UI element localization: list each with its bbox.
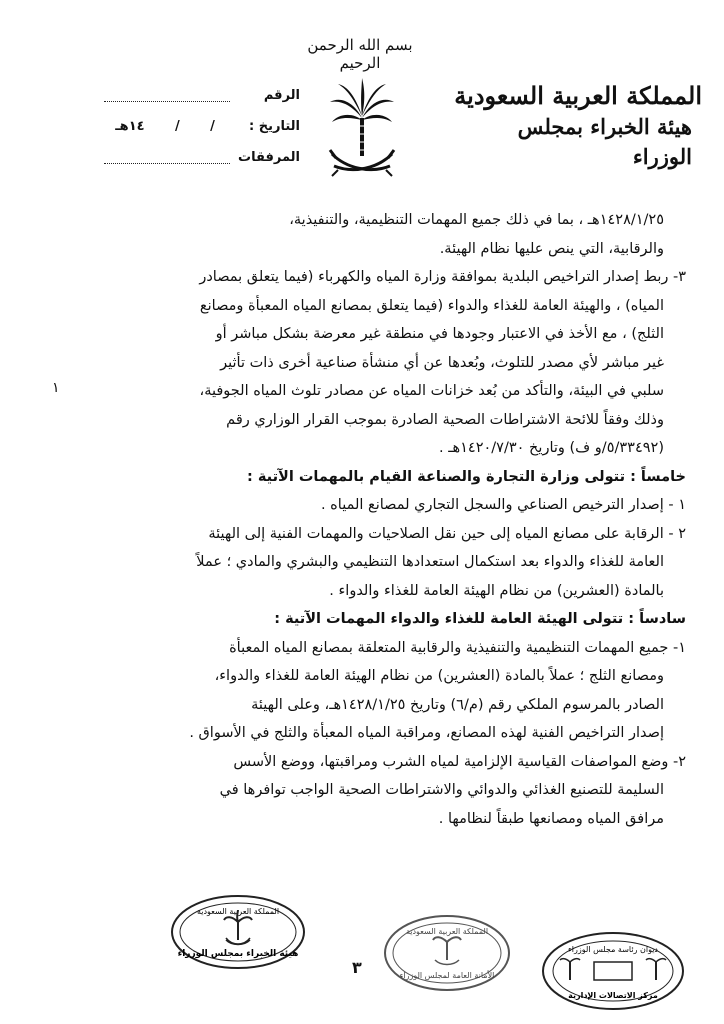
body-line: المياه) ، والهيئة العامة للغذاء والدواء (فيما يتعلق بمصانع المياه المعبأة ومصانع bbox=[199, 297, 664, 314]
stamp-middle-line1: المملكة العربية السعودية bbox=[405, 927, 489, 936]
body-line: ومصانع الثلج ؛ عملاً بالمادة (العشرين) من نظام الهيئة العامة للغذاء والدواء، bbox=[214, 668, 664, 684]
body-line: سلبي في البيئة، والتأكد من بُعد خزانات المياه عن مصادر تلوث المياه الجوفية، bbox=[199, 383, 664, 399]
body-line: ١- جميع المهمات التنظيمية والتنفيذية والرقابية المتعلقة بمصانع المياه المعبأة bbox=[229, 639, 686, 656]
date-row bbox=[100, 111, 300, 142]
side-marker: ١ bbox=[52, 380, 60, 396]
org-agency: هيئة الخبراء بمجلس الوزراء bbox=[517, 114, 692, 169]
org-country: المملكة العربية السعودية bbox=[454, 81, 702, 110]
stamp-emblem-icon bbox=[560, 959, 666, 980]
body-line: ٢ - الرقابة على مصانع المياه إلى حين نقل الصلاحيات والمهمات الفنية إلى الهيئة bbox=[208, 525, 686, 542]
date-sep: / bbox=[174, 119, 180, 134]
stamp-right-line2: مركز الاتصالات الإدارية bbox=[568, 991, 658, 1000]
date-sep: / bbox=[210, 119, 215, 134]
body-line: مرافق المياه ومصانعها طبقاً لنظامها . bbox=[438, 810, 664, 827]
reference-label: الرقم bbox=[263, 88, 300, 103]
body-line: السليمة للتصنيع الغذائي والدوائي والاشتراطات الصحية الواجب توافرها في bbox=[219, 782, 664, 798]
body-line: (٥/٣٣٤٩٢/و ف) وتاريخ ١٤٢٠/٧/٣٠هـ . bbox=[439, 440, 664, 456]
body-line: بالمادة (العشرين) من نظام الهيئة العامة للغذاء والدواء . bbox=[329, 582, 664, 599]
body-line: ٢- وضع المواصفات القياسية الإلزامية لمياه الشرب ومراقبتها، ووضع الأسس bbox=[233, 753, 686, 770]
body-line: العامة للغذاء والدواء بعد استكمال استعدادها التنظيمي والبشري والمادي ؛ عملاً bbox=[196, 554, 664, 570]
reference-dotted-line bbox=[104, 89, 230, 102]
body-line: إصدار التراخيص الفنية لهذه المصانع، ومراقبة المياه المعبأة والثلج في الأسواق . bbox=[189, 725, 664, 741]
attachments-row bbox=[100, 142, 300, 173]
reference-number-row bbox=[100, 80, 300, 111]
basmala: بسم الله الرحمن الرحيم bbox=[307, 36, 413, 72]
body-line: الثلج) ، مع الأخذ في الاعتبار وجودها في منطقة غير معرضة بشكل مباشر أو bbox=[215, 326, 664, 342]
stamp-left-line2: هيئة الخبراء بمجلس الوزراء bbox=[177, 949, 299, 959]
stamp-right bbox=[538, 928, 688, 1014]
body-line: ١ - إصدار الترخيص الصناعي والسجل التجاري لمصانع المياه . bbox=[320, 497, 686, 513]
stamp-left-line1: المملكة العربية السعودية bbox=[196, 907, 280, 916]
document-body bbox=[34, 206, 686, 833]
stamp-middle-line2: الأمانة العامة لمجلس الوزراء bbox=[399, 971, 495, 980]
body-line: غير مباشر لأي مصدر للتلوث، وبُعدها عن أي منشأة صناعية أخرى ذات تأثير bbox=[220, 354, 664, 371]
attachments-label: المرفقات bbox=[238, 150, 300, 165]
section-heading: خامساً : تتولى وزارة التجارة والصناعة القيام بالمهمات الآتية : bbox=[247, 468, 686, 485]
stamp-right-line1: ديوان رئاسة مجلس الوزراء bbox=[568, 945, 658, 954]
organization-name bbox=[452, 80, 702, 172]
body-line: وذلك وفقاً للائحة الاشتراطات الصحية الصادرة بموجب القرار الوزاري رقم bbox=[226, 411, 664, 428]
palm-swords-emblem-icon bbox=[326, 78, 398, 182]
reference-block bbox=[100, 80, 300, 173]
date-suffix: ١٤هـ bbox=[115, 119, 145, 134]
section-heading: سادساً : تتولى الهيئة العامة للغذاء والدواء المهمات الآتية : bbox=[274, 611, 686, 627]
body-line: ١٤٢٨/١/٢٥هـ ، بما في ذلك جميع المهمات التنظيمية، والتنفيذية، bbox=[289, 212, 664, 228]
body-line: والرقابية، التي ينص عليها نظام الهيئة. bbox=[439, 240, 664, 257]
date-label: التاريخ : bbox=[249, 119, 300, 134]
body-line: الصادر بالمرسوم الملكي رقم (م/٦) وتاريخ ١٤٢٨/١/٢٥هـ، وعلى الهيئة bbox=[251, 696, 664, 713]
date-value bbox=[100, 119, 230, 134]
stamp-emblem-icon bbox=[433, 937, 461, 964]
attachments-dotted-line bbox=[104, 151, 230, 164]
body-line: ٣- ربط إصدار التراخيص البلدية بموافقة وزارة المياه والكهرباء (فيما يتعلق بمصادر bbox=[199, 269, 686, 285]
page-number: ٣ bbox=[352, 958, 362, 977]
stamp-left bbox=[168, 892, 308, 972]
stamp-middle bbox=[380, 910, 514, 996]
